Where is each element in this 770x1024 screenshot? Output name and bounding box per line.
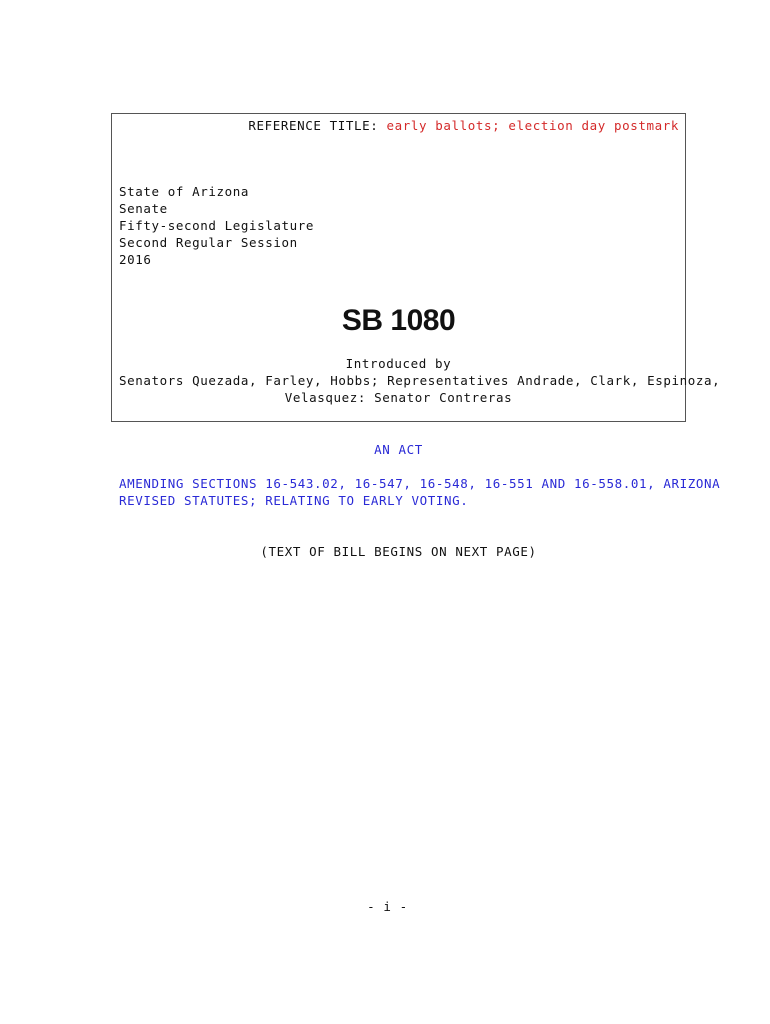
introduced-by-label: Introduced by — [345, 356, 452, 371]
act-heading: AN ACT — [374, 442, 423, 457]
act-description-line-2: REVISED STATUTES; RELATING TO EARLY VOTING. — [119, 493, 469, 508]
reference-title-label: REFERENCE TITLE: — [248, 118, 387, 133]
reference-title-line — [248, 117, 679, 134]
page-number: - i - — [367, 899, 408, 914]
act-description-line-1: AMENDING SECTIONS 16-543.02, 16-547, 16-548, 16-551 AND 16-558.01, ARIZONA — [119, 476, 721, 491]
state-name: State of Arizona — [119, 184, 250, 199]
session-name: Second Regular Session — [119, 235, 298, 250]
text-begins-notice: (TEXT OF BILL BEGINS ON NEXT PAGE) — [260, 544, 537, 559]
bill-number: SB 1080 — [341, 304, 456, 337]
legislature-name: Fifty-second Legislature — [119, 218, 315, 233]
reference-title-value: early ballots; election day postmark — [386, 118, 679, 133]
session-year: 2016 — [119, 252, 152, 267]
sponsors-line-1: Senators Quezada, Farley, Hobbs; Representatives Andrade, Clark, Espinoza, — [119, 373, 721, 388]
legislature-info — [119, 183, 314, 268]
chamber-name: Senate — [119, 201, 168, 216]
sponsors-line-2: Velasquez: Senator Contreras — [284, 390, 513, 405]
